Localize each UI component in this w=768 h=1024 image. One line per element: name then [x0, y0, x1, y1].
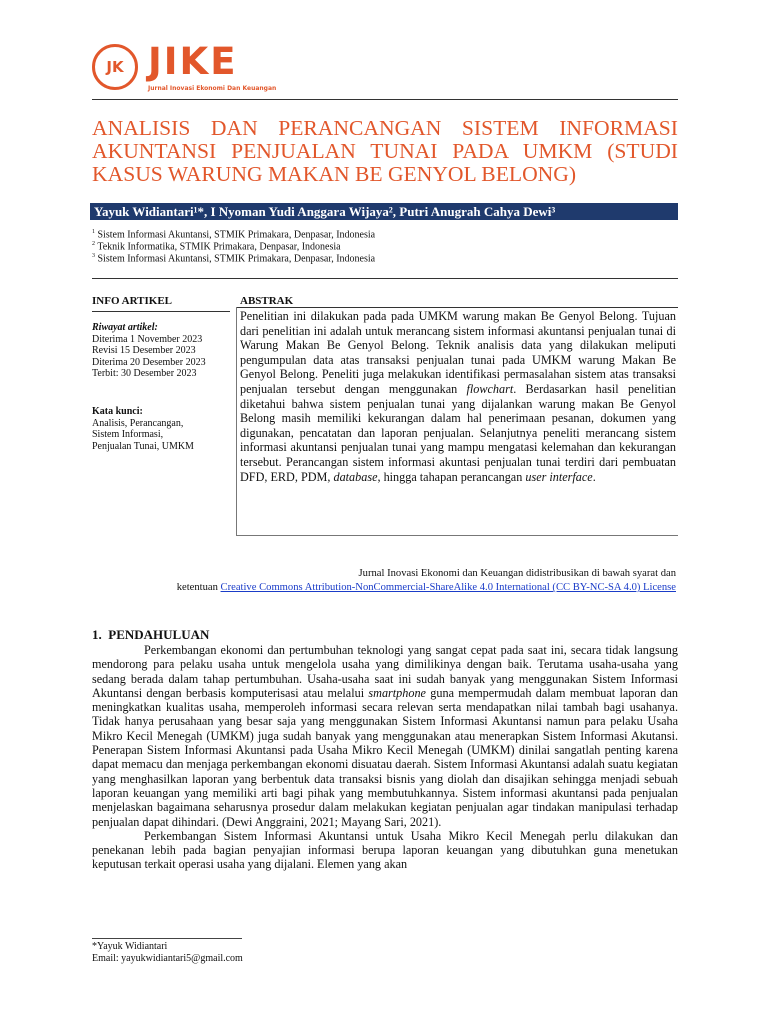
- license-prefix: ketentuan: [176, 582, 221, 593]
- affiliation-3: [92, 250, 375, 265]
- section-number: 1.: [92, 627, 102, 642]
- logo-mark: JK: [106, 58, 124, 76]
- keyword-line: Penjualan Tunai, UMKM: [92, 440, 194, 452]
- abstract-segment: , hingga tahapan perancangan: [377, 469, 526, 484]
- keywords: [92, 406, 232, 452]
- journal-subtitle: Jurnal Inovasi Ekonomi Dan Keuangan: [148, 85, 277, 92]
- abstract-heading: ABSTRAK: [240, 295, 294, 307]
- footnote-email: Email: yayukwidiantari5@gmail.com: [92, 953, 243, 964]
- article-history: [92, 322, 232, 380]
- article-title: ANALISIS DAN PERANCANGAN SISTEM INFORMASI AKUNTANSI PENJUALAN TUNAI PADA UMKM (STUDI KASUS WARUNG MAKAN BE GENYOL BELONG): [92, 116, 678, 186]
- license-line-2: [150, 581, 676, 595]
- affiliation-text: Sistem Informasi Akuntansi, STMIK Primakara, Denpasar, Indonesia: [97, 229, 376, 241]
- abstract-italic: user interface: [525, 469, 593, 484]
- license-link[interactable]: Creative Commons Attribution-NonCommercial-ShareAlike 4.0 International (CC BY-NC-SA 4.0) License: [220, 582, 676, 593]
- info-heading: INFO ARTIKEL: [92, 295, 172, 307]
- footnote-divider: [92, 938, 242, 939]
- info-divider: [92, 311, 230, 312]
- license-line: Jurnal Inovasi Ekonomi dan Keuangan didistribusikan di bawah syarat dan: [358, 568, 676, 579]
- footnote: [92, 941, 243, 965]
- section-title: PENDAHULUAN: [108, 627, 210, 642]
- history-item: Revisi 15 Desember 2023: [92, 345, 196, 356]
- abstract-segment: .: [592, 469, 596, 484]
- paragraph-italic: smartphone: [368, 685, 426, 700]
- abstract-italic: flowchart: [466, 381, 514, 396]
- keyword-line: Analisis, Perancangan,: [92, 417, 184, 429]
- paragraph-segment: Perkembangan ekonomi dan pertumbuhan teknologi yang sangat cepat pada saat ini, secara tidak langsung mendorong para pelaku usaha untuk mengelola usaha yang dimilikinya dengan baik. Terutama usaha-usaha yang sedang berada dalam tahap pertumbuhan. Usaha-usaha saat ini sudah banyak yang menggunakan Sistem Informasi Akuntansi dengan berbasis komputerisasi atau melalui: [92, 643, 678, 700]
- journal-name: JIKE: [148, 40, 238, 83]
- header-divider: [92, 99, 678, 100]
- paragraph-segment: guna mempermudah dalam membuat laporan dan meningkatkan kualitas usaha, memperoleh informasi secara relevan serta mendapatkan nilai tambah bagi usahanya. Tidak hanya perusahaan yang besar saja yang menggunakan Sistem Informasi Akuntansi namun para pelaku Usaha Mikro Kecil Menegah (UMKM) juga sudah banyak yang menggunakan atau menerapkan Sistem Informasi Akutansi. Penerapan Sistem Informasi Akuntansi pada Usaha Mikro Kecil Menegah (UMKM) dinilai sangatlah penting karena dapat memacu dan menjaga perkembangan ekonomi disuatau daerah. Sistem Informasi Akuntansi adalah suatu kegiatan yang menghasilkan laporan yang berbentuk data transaksi bisnis yang diolah dan disajikan sehingga menjadi sebuah laporan keuangan yang memiliki arti bagi pihak yang membutuhkannya. Sistem informasi akuntansi pada penjualan menjelaskan bagaimana seharusnya prosedur dalam melakukan kegiatan penjualan agar tindakan manipulasi terhadap penjualan dapat dihindari. (Dewi Anggraini, 2021; Mayang Sari, 2021).: [92, 685, 678, 829]
- affiliation-text: Sistem Informasi Akuntansi, STMIK Primakara, Denpasar, Indonesia: [97, 253, 376, 265]
- keywords-label: Kata kunci:: [92, 406, 143, 417]
- history-item: Terbit: 30 Desember 2023: [92, 368, 197, 379]
- affiliation-number: 2: [92, 241, 95, 247]
- affiliation-text: Teknik Informatika, STMIK Primakara, Denpasar, Indonesia: [97, 241, 341, 253]
- section-heading: [92, 627, 209, 643]
- footnote-author: *Yayuk Widiantari: [92, 941, 168, 952]
- abstract-segment: Penelitian ini dilakukan pada pada UMKM warung makan Be Genyol Belong. Tujuan dari penelitian ini adalah untuk merancang sistem informasi akuntansi penjualan tunai di Warung Makan Be Genyol Belong. Teknik analisis data yang dilakukan meliputi pengumpulan data atas transaksi penjualan tunai pada UMKM warung Makan Be Genyol Belong. Peneliti juga melakukan identifikasi permasalahan sistem atas transaksi penjualan tersebut dengan menggunakan: [240, 309, 676, 396]
- license-notice: [150, 567, 676, 595]
- abstract-italic: database: [333, 469, 378, 484]
- affiliation-number: 1: [92, 229, 95, 235]
- abstract-segment: . Berdasarkan hasil penelitian diketahui bahwa sistem penjualan tunai yang dijalankan warung makan Be Genyol Belong masih memiliki kekurangan dalam hal penerimaan pesanan, dokumen yang digunakan, pencatatan dan laporan penjualan. Selanjutnya peneliti merancang sistem informasi akuntansi penjualan tunai yang mampu mengatasi kelemahan dan kekurangan tersebut. Perancangan sistem informasi akuntasi penjualan tunai terdiri dari pembuatan DFD, ERD, PDM,: [240, 381, 676, 484]
- history-item: Diterima 20 Desember 2023: [92, 356, 206, 368]
- authors-bar: Yayuk Widiantari¹*, I Nyoman Yudi Anggara Wijaya², Putri Anugrah Cahya Dewi³: [90, 203, 678, 220]
- section-body: [92, 643, 678, 872]
- affiliation-number: 3: [92, 253, 95, 259]
- journal-logo-icon: [92, 44, 138, 90]
- paragraph: Perkembangan Sistem Informasi Akuntansi untuk Usaha Mikro Kecil Menegah perlu dilakukan dan penekanan lebih pada bagian penyajian informasi berupa laporan keuangan yang dibutuhkan guna menetukan keputusan terkait operasi usaha yang dijalani. Elemen yang akan: [92, 828, 678, 872]
- paragraph: [92, 643, 678, 829]
- keyword-line: Sistem Informasi,: [92, 429, 164, 440]
- affiliation-divider: [92, 278, 678, 279]
- history-label: Riwayat artikel:: [92, 322, 158, 333]
- history-item: Diterima 1 November 2023: [92, 333, 203, 345]
- abstract-text: [240, 309, 676, 484]
